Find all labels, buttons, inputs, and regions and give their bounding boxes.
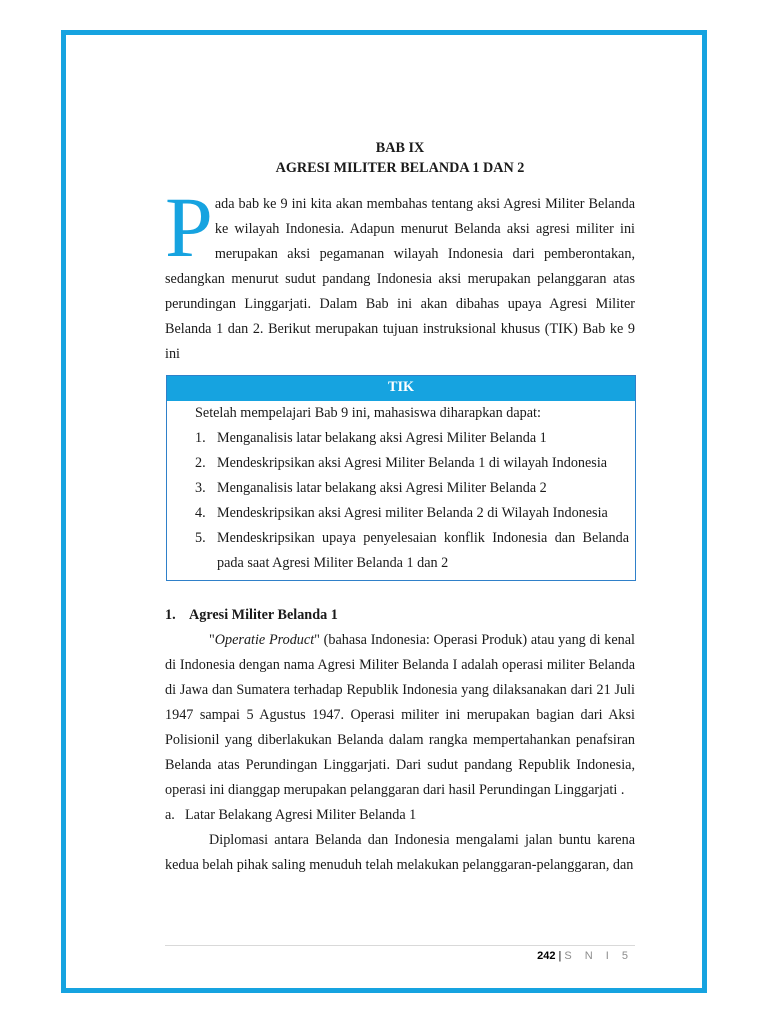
tik-item-text: Menganalisis latar belakang aksi Agresi Militer Belanda 1: [217, 430, 547, 446]
subsection-heading: [165, 803, 635, 828]
tik-item-number: 3.: [195, 480, 206, 496]
chapter-number: BAB IX: [375, 140, 425, 156]
tik-item: [195, 451, 629, 476]
chapter-title: AGRESI MILITER BELANDA 1 DAN 2: [275, 160, 525, 176]
section-number: 1.: [165, 607, 176, 623]
intro-text: ada bab ke 9 ini kita akan membahas tentang aksi Agresi Militer Belanda ke wilayah Indonesia. Adapun menurut Belanda aksi agresi militer ini merupakan aksi pegamanan wilayah Indonesia dari pemberontakan, sedangkan menurut sudut pandang Indonesia aksi merupakan pelanggaran atas perundingan Linggarjati. Dalam Bab ini akan dibahas upaya Agresi Militer Belanda 1 dan 2. Berikut merupakan tujuan instruksional khusus (TIK) Bab ke 9 ini: [165, 196, 635, 362]
subsection-number: a.: [165, 807, 175, 823]
page-number: 242: [537, 950, 556, 962]
quote-open: ": [209, 632, 215, 648]
tik-list: [195, 426, 629, 576]
footer-label: S N I 5: [564, 950, 633, 962]
tik-lead: Setelah mempelajari Bab 9 ini, mahasiswa diharapkan dapat:: [195, 405, 541, 421]
tik-item: [195, 426, 629, 451]
tik-header: TIK: [167, 376, 635, 401]
tik-item-text: Mendeskripsikan aksi Agresi militer Belanda 2 di Wilayah Indonesia: [217, 505, 608, 521]
tik-item-text: Mendeskripsikan aksi Agresi Militer Belanda 1 di wilayah Indonesia: [217, 455, 608, 471]
tik-body: [167, 401, 635, 580]
tik-box: [166, 375, 636, 581]
section-heading: [165, 603, 635, 628]
tik-item: [195, 526, 629, 576]
italic-term: Operatie Product: [214, 632, 315, 648]
page-content: [165, 138, 635, 878]
tik-item-number: 5.: [195, 530, 206, 546]
tik-item: [195, 501, 629, 526]
page-footer: [165, 946, 633, 966]
tik-item-number: 1.: [195, 430, 206, 446]
tik-item-number: 4.: [195, 505, 206, 521]
tik-item-number: 2.: [195, 455, 206, 471]
tik-item-text: Mendeskripsikan upaya penyelesaian konflik Indonesia dan Belanda pada saat Agresi Militer Belanda 1 dan 2: [217, 530, 629, 571]
paragraph-text: " (bahasa Indonesia: Operasi Produk) atau yang di kenal di Indonesia dengan nama Agresi Militer Belanda I adalah operasi militer Belanda di Jawa dan Sumatera terhadap Republik Indonesia yang dilaksanakan dari 21 Juli 1947 sampai 5 Agustus 1947. Operasi militer ini merupakan bagian dari Aksi Polisionil yang diberlakukan Belanda dalam rangka mempertahankan penafsiran Belanda atas Perundingan Linggarjati. Dari sudut pandang Republik Indonesia, operasi ini dianggap merupakan pelanggaran dari hasil Perundingan Linggarjati .: [165, 632, 635, 798]
footer-separator: |: [558, 950, 562, 962]
subsection-title: Latar Belakang Agresi Militer Belanda 1: [185, 807, 417, 823]
tik-item: [195, 476, 629, 501]
intro-paragraph: [165, 179, 635, 367]
tik-item-text: Menganalisis latar belakang aksi Agresi Militer Belanda 2: [217, 480, 547, 496]
section-title: Agresi Militer Belanda 1: [189, 607, 338, 623]
subsection-paragraph: Diplomasi antara Belanda dan Indonesia mengalami jalan buntu karena kedua belah pihak saling menuduh telah melakukan pelanggaran-pelanggaran, dan: [165, 832, 635, 873]
drop-cap: P: [165, 179, 213, 275]
section-paragraph: [165, 628, 635, 803]
